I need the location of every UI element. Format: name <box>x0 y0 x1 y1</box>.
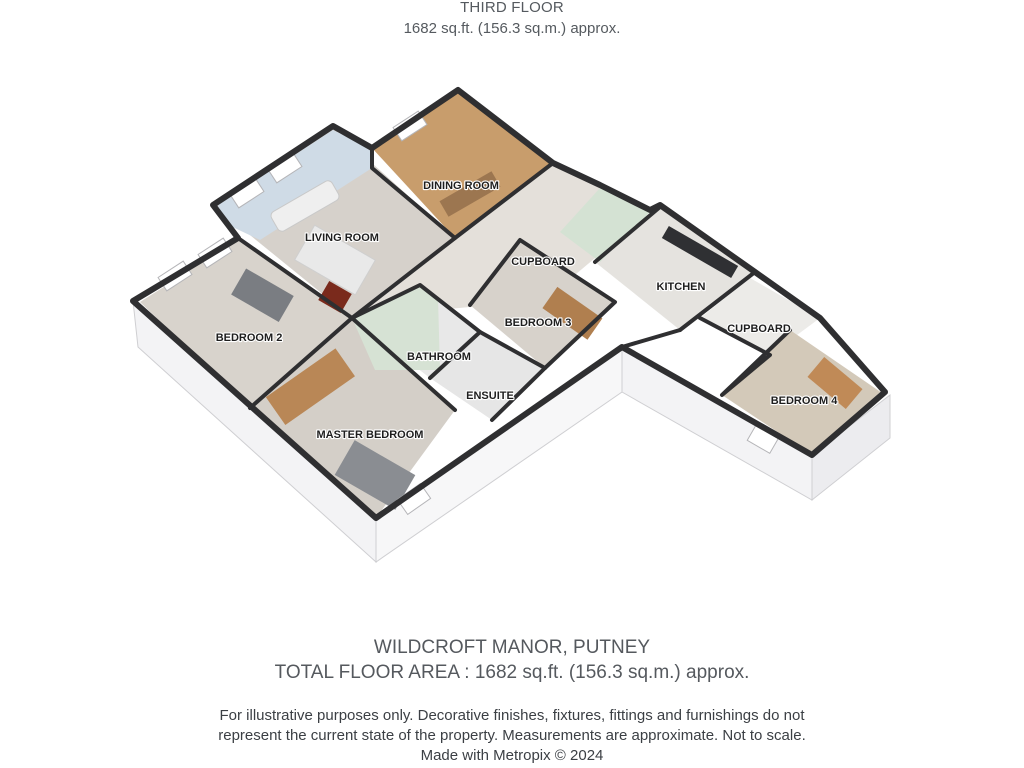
label-kitchen: KITCHEN <box>656 281 706 293</box>
credit: Made with Metropix © 2024 <box>420 747 604 764</box>
disclaimer-line: represent the current state of the property. Measurements are approximate. Not to scale. <box>218 727 806 744</box>
property-name: WILDCROFT MANOR, PUTNEY <box>373 637 651 658</box>
label-living-room: LIVING ROOM <box>305 232 379 244</box>
label-master-bedroom: MASTER BEDROOM <box>316 429 424 441</box>
total-floor-area: TOTAL FLOOR AREA : 1682 sq.ft. (156.3 sq.m.) approx. <box>274 662 750 683</box>
label-bedroom-3: BEDROOM 3 <box>504 317 572 329</box>
floor-area: 1682 sq.ft. (156.3 sq.m.) approx. <box>403 20 621 37</box>
label-ensuite: ENSUITE <box>466 390 514 402</box>
label-cupboard: CUPBOARD <box>511 256 575 268</box>
disclaimer-line: For illustrative purposes only. Decorative finishes, fixtures, fittings and furnishings do not <box>219 707 805 724</box>
label-bathroom: BATHROOM <box>407 351 471 363</box>
label-cupboard: CUPBOARD <box>727 323 791 335</box>
disclaimer <box>0 706 1024 766</box>
label-bedroom-2: BEDROOM 2 <box>215 332 283 344</box>
inner-wall <box>622 330 680 347</box>
label-dining-room: DINING ROOM <box>423 180 499 192</box>
floor-title: THIRD FLOOR <box>460 0 564 16</box>
label-bedroom-4: BEDROOM 4 <box>770 395 838 407</box>
